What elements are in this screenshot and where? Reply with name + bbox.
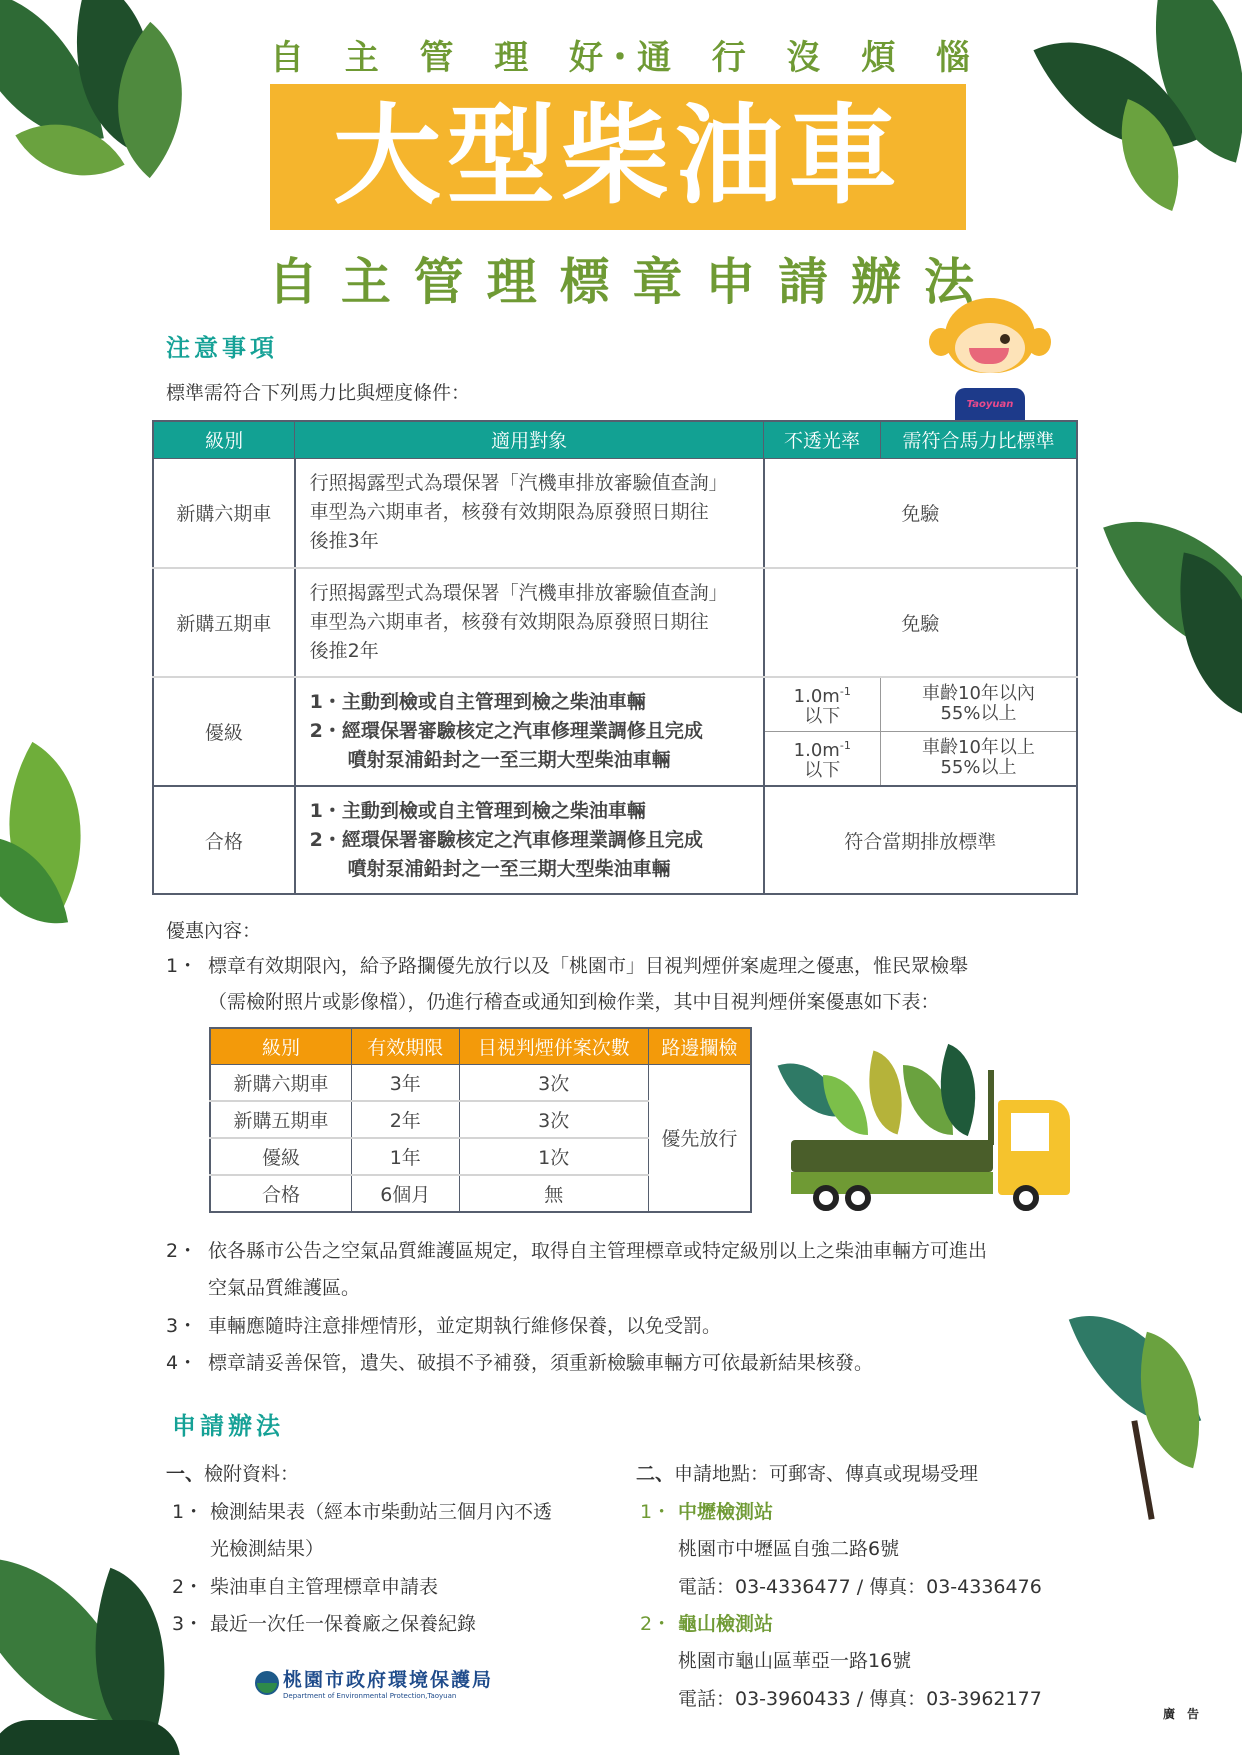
table-header-row <box>153 421 1077 458</box>
opacity-exponent: -1 <box>839 738 851 752</box>
org-logo <box>255 1665 493 1700</box>
count-cell: 3次 <box>459 1064 648 1101</box>
opacity-cell <box>764 677 881 731</box>
doc-text: 檢測結果表（經本市柴動站三個月內不透 <box>210 1501 553 1523</box>
target-line: 噴射泵浦鉛封之一至三期大型柴油車輛 <box>347 749 671 771</box>
target-line: 2・經環保署審驗核定之汽車修理業調修且完成 <box>309 828 703 851</box>
list-number: 3・ <box>172 1613 204 1635</box>
target-line: 1・主動到檢或自主管理到檢之柴油車輛 <box>309 799 646 822</box>
apply-heading: 申請辦法 <box>172 1412 284 1440</box>
subtitle-char: 主 <box>340 253 391 311</box>
level-cell: 優級 <box>210 1138 351 1175</box>
column-header: 有效期限 <box>351 1028 459 1064</box>
hp-cell <box>880 731 1077 786</box>
notice-intro: 標準需符合下列馬力比與煙度條件： <box>166 382 471 404</box>
count-cell: 1次 <box>459 1138 648 1175</box>
list-number: 1・ <box>166 955 198 977</box>
opacity-suffix: 以下 <box>804 759 841 781</box>
benefit-item-1 <box>166 951 968 978</box>
count-cell: 3次 <box>459 1101 648 1138</box>
section-number: 一、 <box>166 1463 205 1485</box>
column-header: 不透光率 <box>764 421 881 458</box>
doc-item-1-cont: 光檢測結果） <box>210 1538 325 1560</box>
table-row <box>153 786 1077 894</box>
page-title: 大型柴油車 <box>332 94 903 219</box>
section-number: 二、 <box>636 1463 675 1485</box>
benefit-item-2 <box>166 1236 987 1263</box>
subtitle-char: 申 <box>705 253 756 311</box>
target-line: 後推2年 <box>309 640 379 662</box>
station-name: 中壢檢測站 <box>678 1501 774 1523</box>
hp-line: 車齡10年以內 <box>922 683 1035 705</box>
doc-item-3 <box>172 1609 476 1636</box>
truck-with-trees-illustration <box>783 1045 1073 1215</box>
opacity-exponent: -1 <box>839 684 851 698</box>
slogan-char: 好・通 <box>569 38 671 78</box>
validity-cell: 2年 <box>351 1101 459 1138</box>
target-cell <box>295 786 764 894</box>
target-cell <box>295 568 764 677</box>
slogan-char: 理 <box>494 38 529 78</box>
doc-item-2 <box>172 1572 438 1599</box>
target-line: 行照揭露型式為環保署「汽機車排放審驗值查詢」 <box>309 472 728 495</box>
station-1-name <box>640 1497 773 1524</box>
required-docs-title <box>166 1459 299 1486</box>
count-cell: 無 <box>459 1175 648 1212</box>
column-header: 需符合馬力比標準 <box>880 421 1077 458</box>
title-banner <box>270 84 966 230</box>
target-line: 2・經環保署審驗核定之汽車修理業調修且完成 <box>309 720 703 742</box>
roadside-cell: 優先放行 <box>648 1064 751 1212</box>
opacity-suffix: 以下 <box>804 705 841 727</box>
level-cell: 合格 <box>210 1175 351 1212</box>
result-cell: 免驗 <box>764 568 1077 677</box>
slogan-char: 煩 <box>861 38 896 78</box>
org-emblem-icon <box>255 1671 279 1695</box>
column-header: 目視判煙併案次數 <box>459 1028 648 1064</box>
mascot-shirt-text: Taoyuan <box>966 398 1014 410</box>
station-1-contact: 電話：03-4336477 / 傳真：03-4336476 <box>678 1576 1042 1598</box>
target-line: 後推3年 <box>309 530 379 553</box>
slogan-char: 行 <box>711 38 746 78</box>
column-header: 適用對象 <box>295 421 764 458</box>
target-cell <box>295 458 764 568</box>
section-title: 申請地點：可郵寄、傳真或現場受理 <box>674 1463 979 1485</box>
subtitle-char: 管 <box>413 253 464 311</box>
doc-text: 柴油車自主管理標章申請表 <box>210 1576 439 1598</box>
ad-label: 廣 告 <box>1163 1707 1200 1721</box>
org-name: 桃園市政府環境保護局 <box>283 1669 494 1691</box>
benefit-text: 標章請妥善保管，遺失、破損不予補發，須重新檢驗車輛方可依最新結果核發。 <box>208 1352 874 1374</box>
validity-cell: 1年 <box>351 1138 459 1175</box>
column-header: 級別 <box>153 421 295 458</box>
opacity-value: 1.0m <box>793 685 840 707</box>
list-number: 2・ <box>172 1576 204 1598</box>
hp-line: 55%以上 <box>940 757 1017 779</box>
target-line: 噴射泵浦鉛封之一至三期大型柴油車輛 <box>347 857 671 880</box>
subtitle-char: 標 <box>559 253 610 311</box>
benefit-item-2-cont: 空氣品質維護區。 <box>208 1277 361 1299</box>
station-name: 龜山檢測站 <box>678 1613 774 1635</box>
table-row <box>153 458 1077 568</box>
slogan <box>270 30 970 79</box>
subtitle-char: 辦 <box>851 253 901 311</box>
hp-cell <box>880 677 1077 731</box>
doc-item-1 <box>172 1497 552 1524</box>
table-row <box>210 1064 751 1101</box>
locations-title <box>636 1459 978 1486</box>
subtitle-char: 法 <box>923 253 974 311</box>
subtitle-char: 自 <box>268 253 318 311</box>
level-cell: 合格 <box>153 786 295 894</box>
target-line: 行照揭露型式為環保署「汽機車排放審驗值查詢」 <box>309 582 728 604</box>
table-header-row <box>210 1028 751 1064</box>
list-number: 1・ <box>172 1501 204 1523</box>
slogan-char: 沒 <box>786 38 821 78</box>
subtitle-char: 章 <box>632 253 683 311</box>
slogan-char: 惱 <box>936 38 970 78</box>
benefit-item-1-cont: （需檢附照片或影像檔），仍進行稽查或通知到檢作業，其中目視判煙併案優惠如下表： <box>208 991 940 1013</box>
benefit-item-4 <box>166 1348 873 1375</box>
level-cell: 新購五期車 <box>153 568 295 677</box>
column-header: 路邊攔檢 <box>648 1028 751 1064</box>
subtitle-char: 理 <box>486 253 537 311</box>
station-2-name <box>640 1609 773 1636</box>
target-line: 車型為六期車者，核發有效期限為原發照日期往 <box>309 501 709 524</box>
notice-heading: 注意事項 <box>166 334 278 362</box>
org-name-en: Department of Environmental Protection,Taoyuan <box>283 1692 457 1700</box>
list-number: 2・ <box>640 1613 672 1635</box>
level-cell: 新購五期車 <box>210 1101 351 1138</box>
level-cell: 新購六期車 <box>210 1064 351 1101</box>
list-number: 4・ <box>166 1352 198 1374</box>
benefit-text: 車輛應隨時注意排煙情形，並定期執行維修保養，以免受罰。 <box>208 1315 722 1337</box>
doc-text: 最近一次任一保養廠之保養紀錄 <box>210 1613 477 1635</box>
benefit-text: 依各縣市公告之空氣品質維護區規定，取得自主管理標章或特定級別以上之柴油車輛方可進出 <box>208 1240 988 1262</box>
opacity-cell <box>764 731 881 786</box>
slogan-char: 主 <box>344 38 379 78</box>
validity-cell: 6個月 <box>351 1175 459 1212</box>
table-row <box>153 677 1077 731</box>
list-number: 2・ <box>166 1240 198 1262</box>
level-cell: 新購六期車 <box>153 458 295 568</box>
criteria-table <box>152 420 1078 895</box>
target-cell <box>295 677 764 786</box>
subtitle <box>268 242 974 314</box>
benefit-item-3 <box>166 1311 721 1338</box>
target-line: 1・主動到檢或自主管理到檢之柴油車輛 <box>309 691 646 713</box>
result-cell: 符合當期排放標準 <box>764 786 1077 894</box>
level-cell: 優級 <box>153 677 295 786</box>
benefit-text: 標章有效期限內，給予路攔優先放行以及「桃園市」目視判煙併案處理之優惠，惟民眾檢舉 <box>208 955 969 977</box>
result-cell: 免驗 <box>764 458 1077 568</box>
slogan-char: 管 <box>419 38 454 78</box>
benefits-heading: 優惠內容： <box>166 920 262 942</box>
list-number: 3・ <box>166 1315 198 1337</box>
station-2-contact: 電話：03-3960433 / 傳真：03-3962177 <box>678 1688 1042 1710</box>
target-line: 車型為六期車者，核發有效期限為原發照日期往 <box>309 611 709 633</box>
section-title: 檢附資料： <box>204 1463 300 1485</box>
hp-line: 車齡10年以上 <box>922 737 1035 759</box>
benefits-table <box>209 1027 752 1213</box>
list-number: 1・ <box>640 1501 672 1523</box>
column-header: 級別 <box>210 1028 351 1064</box>
subtitle-char: 請 <box>778 253 829 311</box>
hp-line: 55%以上 <box>940 703 1017 725</box>
station-2-address: 桃園市龜山區華亞一路16號 <box>678 1650 912 1672</box>
table-row <box>153 568 1077 677</box>
slogan-char: 自 <box>270 38 304 78</box>
validity-cell: 3年 <box>351 1064 459 1101</box>
opacity-value: 1.0m <box>793 739 840 761</box>
station-1-address: 桃園市中壢區自強二路6號 <box>678 1538 900 1560</box>
mascot-monkey <box>925 298 1050 420</box>
